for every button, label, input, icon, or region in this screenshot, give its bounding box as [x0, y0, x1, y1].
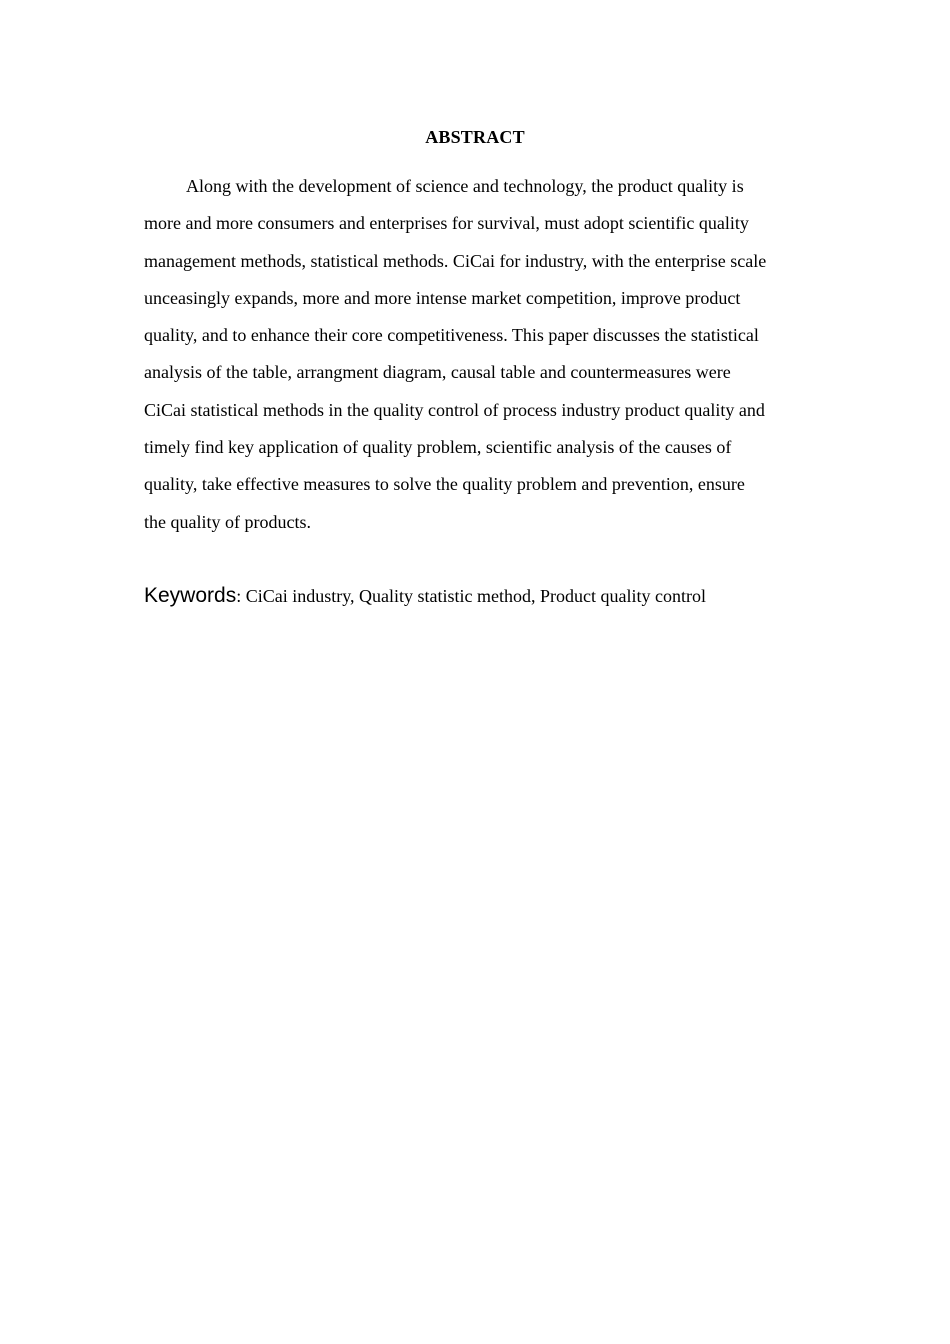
abstract-paragraph [144, 168, 808, 541]
keywords-text: CiCai industry, Quality statistic method, Product quality control [241, 586, 707, 606]
abstract-line: more and more consumers and enterprises for survival, must adopt scientific quality [144, 213, 749, 234]
abstract-line: quality, and to enhance their core competitiveness. This paper discusses the statistical [144, 325, 759, 346]
abstract-line: Along with the development of science and technology, the product quality is [186, 176, 744, 196]
abstract-title: ABSTRACT [425, 127, 525, 147]
keywords-separator: : [236, 586, 242, 606]
abstract-line: CiCai statistical methods in the quality control of process industry product quality and [144, 399, 765, 420]
abstract-line: management methods, statistical methods. CiCai for industry, with the enterprise scale [144, 250, 767, 271]
abstract-line: the quality of products. [144, 511, 311, 532]
abstract-line: unceasingly expands, more and more intense market competition, improve product [144, 287, 741, 308]
keywords-line [144, 578, 844, 614]
keywords-label: Keywords [144, 584, 237, 607]
abstract-line: analysis of the table, arrangment diagram, causal table and countermeasures were [144, 362, 731, 383]
abstract-line: quality, take effective measures to solve the quality problem and prevention, ensure [144, 474, 745, 495]
abstract-line: timely find key application of quality problem, scientific analysis of the causes of [144, 437, 732, 458]
